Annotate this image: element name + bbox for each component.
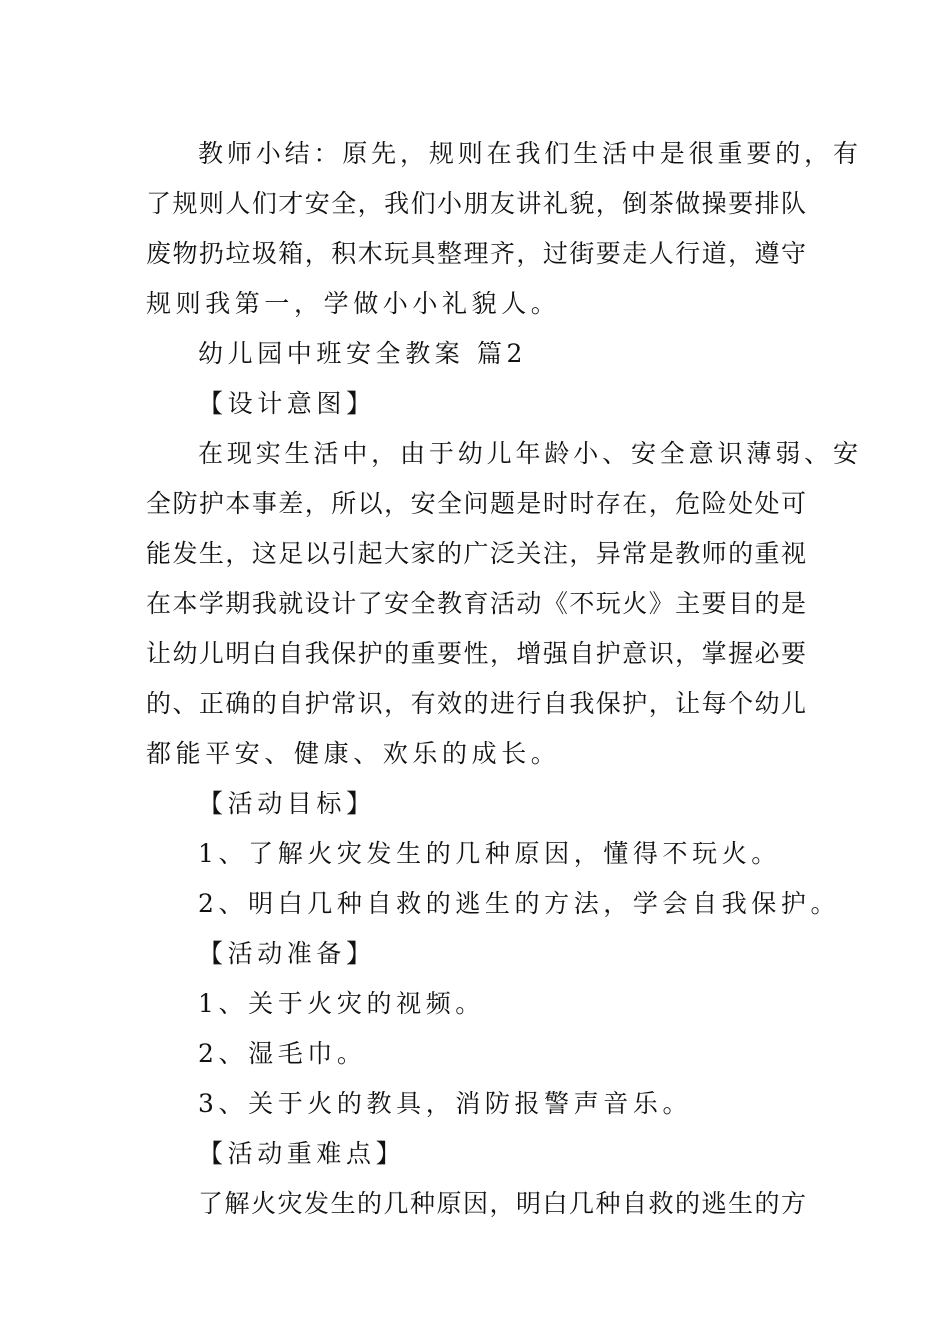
design-line-1: 在现实生活中，由于幼儿年龄小、安全意识薄弱、安 [198,439,858,468]
goal-item-1: 1、了解火灾发生的几种原因，懂得不玩火。 [198,839,781,868]
design-line-5: 让幼儿明白自我保护的重要性，增强自护意识，掌握必要 [146,639,806,668]
key-heading: 【活动重难点】 [198,1139,406,1168]
summary-line-3: 废物扔垃圾箱，积木玩具整理齐，过街要走人行道，遵守 [146,239,806,268]
section-title: 幼儿园中班安全教案 篇2 [198,339,528,368]
goal-item-2: 2、明白几种自救的逃生的方法，学会自我保护。 [198,889,841,918]
design-line-7: 都能平安、健康、欢乐的成长。 [146,739,561,768]
key-line-1: 了解火灾发生的几种原因，明白几种自救的逃生的方 [198,1189,806,1218]
design-line-2: 全防护本事差，所以，安全问题是时时存在，危险处处可 [146,489,806,518]
summary-line-1: 教师小结：原先，规则在我们生活中是很重要的，有 [198,139,858,168]
summary-line-4: 规则我第一，学做小小礼貌人。 [146,289,561,318]
prep-item-3: 3、关于火的教具，消防报警声音乐。 [198,1089,693,1118]
prep-heading: 【活动准备】 [198,939,376,968]
summary-line-2: 了规则人们才安全，我们小朋友讲礼貌，倒茶做操要排队 [146,189,806,218]
goals-heading: 【活动目标】 [198,789,376,818]
design-line-3: 能发生，这足以引起大家的广泛关注，异常是教师的重视 [146,539,806,568]
prep-item-2: 2、湿毛巾。 [198,1039,367,1068]
design-line-4: 在本学期我就设计了安全教育活动《不玩火》主要目的是 [146,589,806,618]
design-heading: 【设计意图】 [198,389,376,418]
design-line-6: 的、正确的自护常识，有效的进行自我保护，让每个幼儿 [146,689,806,718]
prep-item-1: 1、关于火灾的视频。 [198,989,485,1018]
